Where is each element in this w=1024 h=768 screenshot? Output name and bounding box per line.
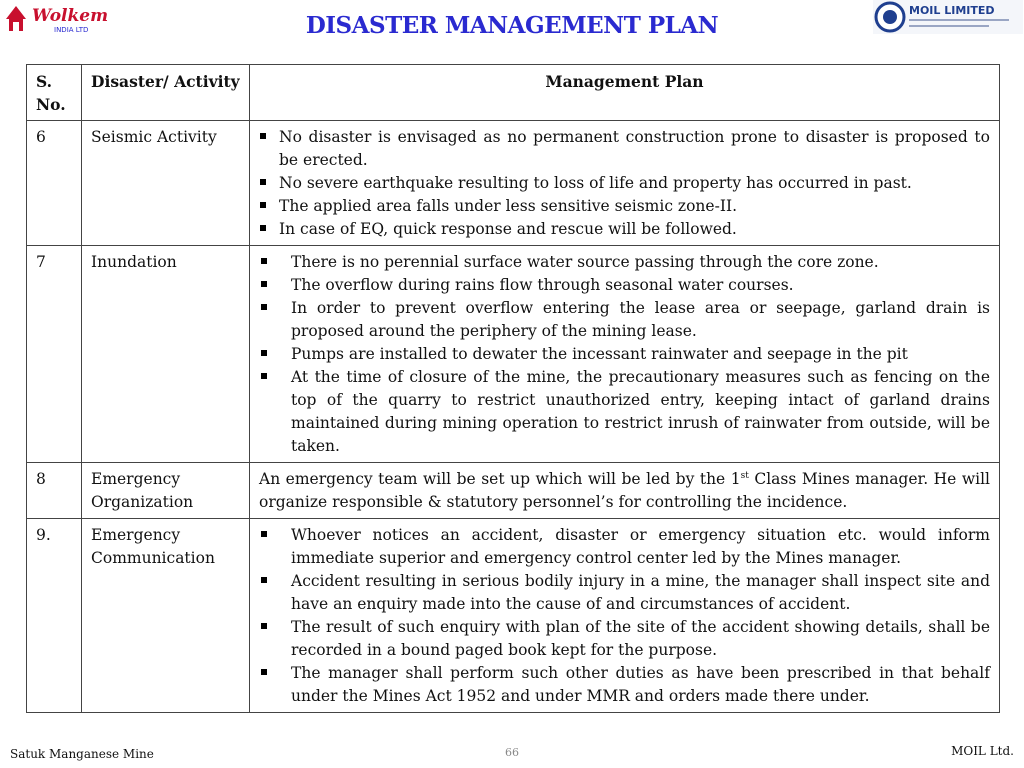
footer-mine-name: Satuk Manganese Mine xyxy=(10,747,154,761)
plan-bullet: No disaster is envisaged as no permanent construction prone to disaster is proposed to be erected. xyxy=(259,126,990,172)
row-activity: Emergency Organization xyxy=(82,463,250,519)
plan-bullet: The applied area falls under less sensitive seismic zone-II. xyxy=(259,195,990,218)
row-sno: 8 xyxy=(27,463,82,519)
row-sno: 7 xyxy=(27,246,82,463)
row-plan xyxy=(250,121,1000,246)
ordinal-suffix: st xyxy=(740,470,749,481)
row-sno: 6 xyxy=(27,121,82,246)
plan-bullet: The overflow during rains flow through seasonal water courses. xyxy=(259,274,990,297)
plan-bullet-list xyxy=(259,126,990,241)
plan-bullet-list xyxy=(259,524,990,708)
moil-logo-text: MOIL LIMITED xyxy=(909,4,995,17)
plan-bullet: There is no perennial surface water source passing through the core zone. xyxy=(259,251,990,274)
plan-bullet-list xyxy=(259,251,990,458)
plan-bullet: In order to prevent overflow entering the lease area or seepage, garland drain is proposed around the periphery of the mining lease. xyxy=(259,297,990,343)
row-plan xyxy=(250,463,1000,519)
plan-text-part: Class Mines manager. He will organize responsible & statutory personnel’s for controlling the incidence. xyxy=(259,470,990,511)
plan-paragraph xyxy=(259,468,990,514)
table-header-row xyxy=(27,65,1000,121)
table-row xyxy=(27,463,1000,519)
page-number: 66 xyxy=(505,746,519,759)
plan-bullet: Pumps are installed to dewater the incessant rainwater and seepage in the pit xyxy=(259,343,990,366)
moil-logo-line xyxy=(909,25,989,27)
table-row xyxy=(27,519,1000,713)
plan-bullet: Accident resulting in serious bodily injury in a mine, the manager shall inspect site and have an enquiry made into the cause of and circumstances of accident. xyxy=(259,570,990,616)
table-row xyxy=(27,246,1000,463)
plan-bullet: No severe earthquake resulting to loss of life and property has occurred in past. xyxy=(259,172,990,195)
row-activity: Emergency Communication xyxy=(82,519,250,713)
page-title: DISASTER MANAGEMENT PLAN xyxy=(305,12,719,39)
wolkem-logo-text: Wolkem xyxy=(32,6,109,26)
header-activity: Disaster/ Activity xyxy=(82,65,250,121)
row-activity: Inundation xyxy=(82,246,250,463)
moil-logo-emblem-core xyxy=(883,10,897,24)
row-plan xyxy=(250,246,1000,463)
plan-bullet: The manager shall perform such other duties as have been prescribed in that behalf under the Mines Act 1952 and under MMR and orders made there under. xyxy=(259,662,990,708)
wolkem-logo-subtext: INDIA LTD xyxy=(54,26,89,34)
plan-bullet: The result of such enquiry with plan of the site of the accident showing details, shall be recorded in a bound paged book kept for the purpose. xyxy=(259,616,990,662)
table-row xyxy=(27,121,1000,246)
footer-company: MOIL Ltd. xyxy=(951,744,1014,758)
row-sno: 9. xyxy=(27,519,82,713)
row-plan xyxy=(250,519,1000,713)
moil-logo xyxy=(873,0,1023,34)
header-plan: Management Plan xyxy=(250,65,1000,121)
plan-bullet: At the time of closure of the mine, the precautionary measures such as fencing on the top of the quarry to restrict unauthorized entry, keeping intact of garland drains maintained during mining operation to restrict inrush of rainwater from outside, will be taken. xyxy=(259,366,990,458)
moil-logo-line xyxy=(909,19,1009,21)
plan-text-part: An emergency team will be set up which will be led by the 1 xyxy=(259,470,741,488)
header-sno: S. No. xyxy=(27,65,82,121)
disaster-plan-table xyxy=(26,64,1000,713)
plan-bullet: In case of EQ, quick response and rescue will be followed. xyxy=(259,218,990,241)
plan-bullet: Whoever notices an accident, disaster or emergency situation etc. would inform immediate superior and emergency control center led by the Mines manager. xyxy=(259,524,990,570)
row-activity: Seismic Activity xyxy=(82,121,250,246)
